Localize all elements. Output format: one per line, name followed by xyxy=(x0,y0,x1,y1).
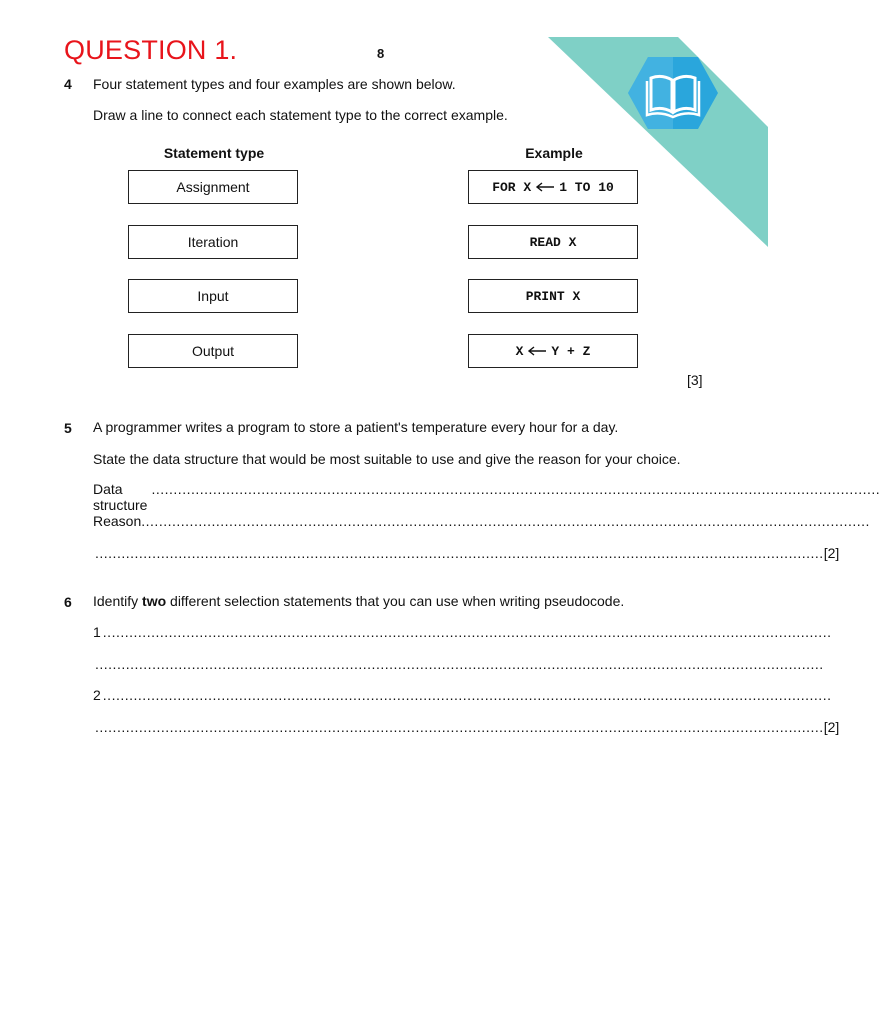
statement-label: Assignment xyxy=(176,179,250,195)
dotted-line: ...................................................................................................................................................................... xyxy=(95,719,824,735)
example-box-assign[interactable] xyxy=(468,334,638,368)
text-segment: different selection statements that you can use when writing pseudocode. xyxy=(170,593,625,609)
question-instruction: Draw a line to connect each statement type to the correct example. xyxy=(93,107,508,123)
statement-label: Input xyxy=(197,288,229,304)
question-text: Four statement types and four examples are shown below. xyxy=(93,76,456,92)
text-segment: Identify xyxy=(93,593,139,609)
statement-label: Iteration xyxy=(187,234,239,250)
answer-label: Reason xyxy=(93,513,142,529)
dotted-line: ...................................................................................................................................................................... xyxy=(102,687,832,703)
question-text xyxy=(93,592,624,610)
answer-line-data-structure[interactable] xyxy=(93,481,880,513)
answer-line-reason[interactable] xyxy=(93,513,870,529)
corner-banner xyxy=(548,37,768,247)
left-arrow-icon xyxy=(527,346,547,356)
dotted-line: ...................................................................................................................................................................... xyxy=(95,656,824,672)
answer-line-1[interactable] xyxy=(93,624,832,640)
question-number: 6 xyxy=(64,594,72,610)
answer-line-2[interactable] xyxy=(93,687,832,703)
marks-q4: [3] xyxy=(687,372,703,388)
answer-line-1-continued[interactable] xyxy=(95,656,824,672)
page-number: 8 xyxy=(377,46,385,61)
left-arrow-icon xyxy=(535,182,555,192)
question-instruction: State the data structure that would be most suitable to use and give the reason for your choice. xyxy=(93,451,681,467)
answer-line-reason-2[interactable] xyxy=(95,545,840,561)
example-code: 1 TO 10 xyxy=(559,179,614,195)
marks-q5: [2] xyxy=(823,545,840,561)
question-text: A programmer writes a program to store a patient's temperature every hour for a day. xyxy=(93,419,619,435)
example-box-read[interactable] xyxy=(468,225,638,259)
example-code: READ X xyxy=(529,234,577,250)
question-number: 5 xyxy=(64,420,72,436)
answer-label: 2 xyxy=(93,687,101,703)
example-code: Y + Z xyxy=(551,343,591,359)
dotted-line: ...................................................................................................................................................................... xyxy=(141,513,870,529)
statement-box-output[interactable] xyxy=(128,334,298,368)
example-code: PRINT X xyxy=(525,288,581,304)
answer-label: 1 xyxy=(93,624,101,640)
statement-box-iteration[interactable] xyxy=(128,225,298,259)
example-code: FOR X xyxy=(492,179,532,195)
column-header-statement-type: Statement type xyxy=(163,145,265,161)
column-header-example: Example xyxy=(525,145,583,161)
dotted-line: ...................................................................................................................................................................... xyxy=(102,624,832,640)
dotted-line: ...................................................................................................................................................................... xyxy=(151,481,880,497)
example-box-print[interactable] xyxy=(468,279,638,313)
question-number: 4 xyxy=(64,76,72,92)
answer-label: Data structure xyxy=(93,481,148,513)
text-emphasis: two xyxy=(142,593,167,609)
answer-line-2-continued[interactable] xyxy=(95,719,840,735)
example-box-for-loop[interactable] xyxy=(468,170,638,204)
page-title: QUESTION 1. xyxy=(64,35,238,65)
statement-label: Output xyxy=(191,343,235,359)
statement-box-input[interactable] xyxy=(128,279,298,313)
dotted-line: ...................................................................................................................................................................... xyxy=(95,545,824,561)
statement-box-assignment[interactable] xyxy=(128,170,298,204)
marks-q6: [2] xyxy=(823,719,840,735)
example-code: X xyxy=(515,343,524,359)
